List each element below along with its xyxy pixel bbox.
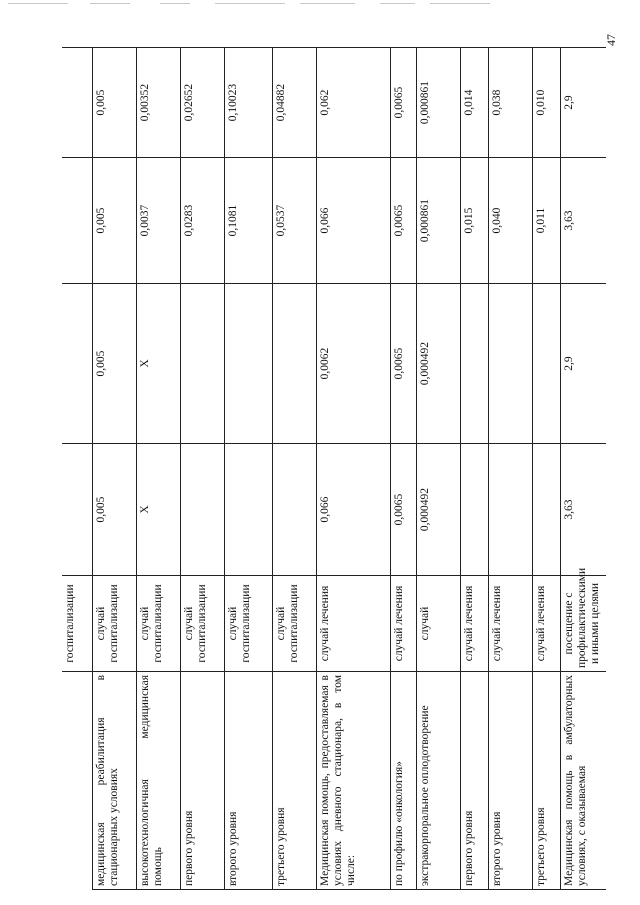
cell-c3: 0,011 — [532, 158, 560, 284]
row-unit: случай лечения — [390, 576, 416, 672]
cell-c4: 0,062 — [316, 48, 390, 158]
cell-c2 — [62, 284, 92, 444]
table-row — [180, 48, 224, 890]
cell-c4: 0,014 — [460, 48, 488, 158]
cell-c4: 0,10023 — [224, 48, 272, 158]
table-row — [136, 48, 180, 890]
cell-c3: 3,63 — [560, 158, 606, 284]
table-row — [92, 48, 136, 890]
table-row — [272, 48, 316, 890]
row-name: второго уровня — [224, 672, 272, 890]
row-name: второго уровня — [488, 672, 532, 890]
row-unit: случай госпитализации — [272, 576, 316, 672]
cell-c1 — [272, 444, 316, 576]
cell-c1: 0,066 — [316, 444, 390, 576]
row-unit: случай лечения — [460, 576, 488, 672]
cell-c2 — [224, 284, 272, 444]
cell-c4: 0,00352 — [136, 48, 180, 158]
cell-c4: 0,005 — [92, 48, 136, 158]
row-name: медицинская реабилитация в стационарных условиях — [92, 672, 136, 890]
cell-c1: 3,63 — [560, 444, 606, 576]
row-unit: случай госпитализации — [92, 576, 136, 672]
row-name: третьего уровня — [532, 672, 560, 890]
row-unit: случай лечения — [316, 576, 390, 672]
cell-c1 — [62, 444, 92, 576]
row-unit: случай лечения — [532, 576, 560, 672]
table-row — [224, 48, 272, 890]
table-row — [316, 48, 390, 890]
table-row — [560, 48, 606, 890]
row-name: высокотехнологичная медицинская помощь — [136, 672, 180, 890]
row-name: Медицинская помощь в амбулаторных условиях, с оказываемая — [560, 672, 606, 890]
row-unit: посещение с профилактическими и иными целями — [560, 576, 606, 672]
cell-c1: 0,005 — [92, 444, 136, 576]
table-row — [460, 48, 488, 890]
cell-c2 — [272, 284, 316, 444]
rotated-table-container — [62, 48, 601, 890]
cell-c3: 0,015 — [460, 158, 488, 284]
cell-c2: 0,005 — [92, 284, 136, 444]
row-name: первого уровня — [180, 672, 224, 890]
cell-c1: Х — [136, 444, 180, 576]
cell-c4: 0,000861 — [416, 48, 460, 158]
cell-c4: 0,04882 — [272, 48, 316, 158]
cell-c1 — [224, 444, 272, 576]
cell-c3: 0,005 — [92, 158, 136, 284]
rates-table — [62, 47, 606, 890]
table-row — [416, 48, 460, 890]
cell-c1 — [180, 444, 224, 576]
cell-c3: 0,0283 — [180, 158, 224, 284]
page-number: 47 — [604, 34, 618, 46]
cell-c1 — [488, 444, 532, 576]
cell-c1 — [532, 444, 560, 576]
cell-c3: 0,0537 — [272, 158, 316, 284]
cell-c2: 0,0062 — [316, 284, 390, 444]
cell-c3: 0,0037 — [136, 158, 180, 284]
row-name: первого уровня — [460, 672, 488, 890]
cell-c2: 2,9 — [560, 284, 606, 444]
cell-c4 — [62, 48, 92, 158]
cell-c4: 0,010 — [532, 48, 560, 158]
row-unit: случай госпитализации — [136, 576, 180, 672]
cell-c1: 0,0065 — [390, 444, 416, 576]
cell-c2 — [532, 284, 560, 444]
row-unit: случай — [416, 576, 460, 672]
table-row — [532, 48, 560, 890]
cell-c4: 0,0065 — [390, 48, 416, 158]
table-row — [390, 48, 416, 890]
cell-c4: 0,038 — [488, 48, 532, 158]
cell-c3 — [62, 158, 92, 284]
row-name: экстракорпоральное оплодотворение — [416, 672, 460, 890]
row-name: третьего уровня — [272, 672, 316, 890]
cell-c3: 0,066 — [316, 158, 390, 284]
cell-c4: 2,9 — [560, 48, 606, 158]
cell-c1: 0,000492 — [416, 444, 460, 576]
cell-c3: 0,000861 — [416, 158, 460, 284]
cell-c2: 0,0065 — [390, 284, 416, 444]
cell-c1 — [460, 444, 488, 576]
table-row — [488, 48, 532, 890]
row-unit: госпитализации — [62, 576, 92, 672]
row-unit: случай лечения — [488, 576, 532, 672]
row-unit: случай госпитализации — [224, 576, 272, 672]
cell-c3: 0,1081 — [224, 158, 272, 284]
cell-c2: Х — [136, 284, 180, 444]
cell-c2: 0,000492 — [416, 284, 460, 444]
cell-c3: 0,040 — [488, 158, 532, 284]
cell-c4: 0,02652 — [180, 48, 224, 158]
row-name — [62, 672, 92, 890]
row-name: по профилю «онкология» — [390, 672, 416, 890]
cell-c2 — [488, 284, 532, 444]
row-name: Медицинская помощь, предоставляемая в условиях дневного стационара, в том числе: — [316, 672, 390, 890]
cell-c2 — [180, 284, 224, 444]
row-unit: случай госпитализации — [180, 576, 224, 672]
cell-c3: 0,0065 — [390, 158, 416, 284]
scan-top-edge — [0, 0, 640, 8]
table-row — [62, 48, 92, 890]
cell-c2 — [460, 284, 488, 444]
